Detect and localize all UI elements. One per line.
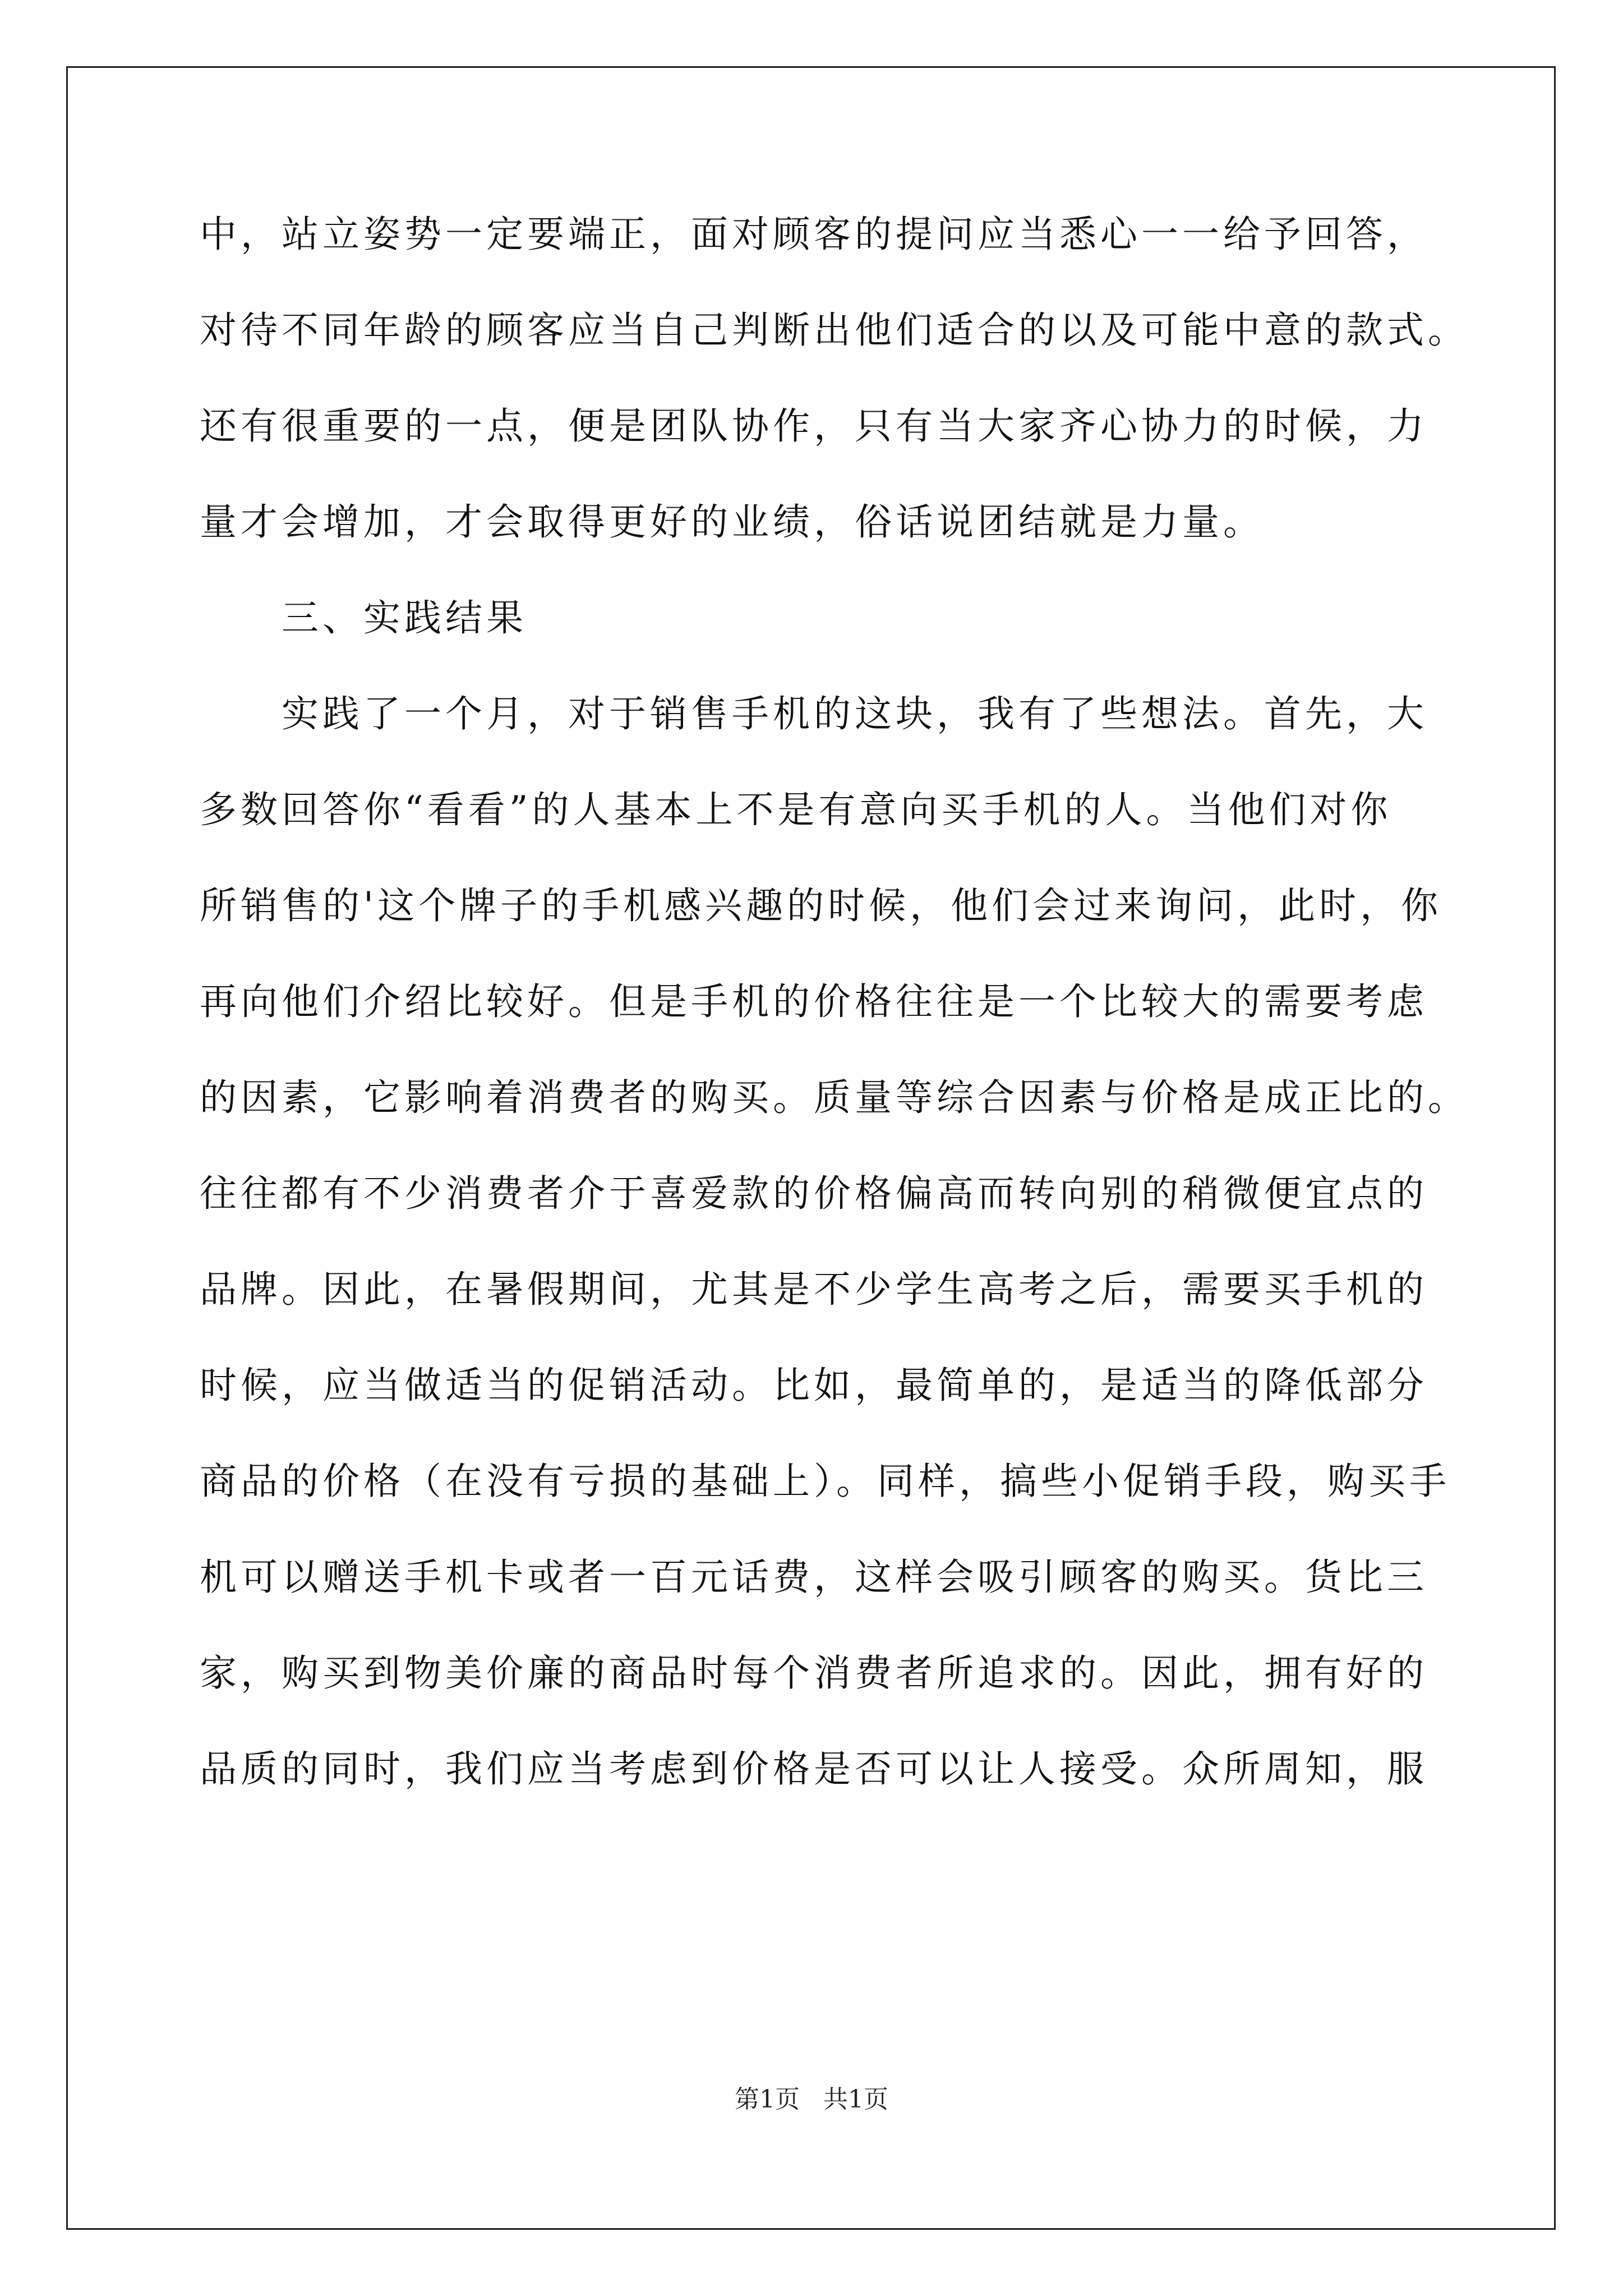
- section-heading: 三、实践结果: [282, 596, 527, 639]
- page-footer: [0, 2084, 1623, 2115]
- text-line: 时候，应当做适当的促销活动。比如，最简单的，是适当的降低部分: [200, 1364, 1428, 1407]
- text-line: 中，站立姿势一定要端正，面对顾客的提问应当悉心一一给予回答，: [200, 213, 1428, 256]
- page-number-current: 第1页: [735, 2085, 800, 2114]
- text-line: 对待不同年龄的顾客应当自己判断出他们适合的以及可能中意的款式。: [200, 309, 1469, 352]
- page-frame: [66, 66, 1556, 2230]
- text-line: 的因素，它影响着消费者的购买。质量等综合因素与价格是成正比的。: [200, 1076, 1469, 1119]
- text-line: 还有很重要的一点，便是团队协作，只有当大家齐心协力的时候，力: [200, 404, 1428, 448]
- text-line: 品质的同时，我们应当考虑到价格是否可以让人接受。众所周知，服: [200, 1747, 1428, 1791]
- text-line: 家，购买到物美价廉的商品时每个消费者所追求的。因此，拥有好的: [200, 1651, 1428, 1695]
- text-line: 再向他们介绍比较好。但是手机的价格往往是一个比较大的需要考虑: [200, 980, 1428, 1023]
- text-line: 往往都有不少消费者介于喜爱款的价格偏高而转向别的稍微便宜点的: [200, 1172, 1428, 1215]
- text-line: 商品的价格（在没有亏损的基础上）。同样，搞些小促销手段，购买手: [200, 1460, 1450, 1503]
- page-number-total: 共1页: [823, 2085, 888, 2114]
- text-line: 品牌。因此，在暑假期间，尤其是不少学生高考之后，需要买手机的: [200, 1268, 1428, 1311]
- text-line: 所销售的'这个牌子的手机感兴趣的时候，他们会过来询问，此时，你: [200, 884, 1442, 927]
- text-line: 量才会增加，才会取得更好的业绩，俗话说团结就是力量。: [200, 500, 1264, 544]
- text-line: 实践了一个月，对于销售手机的这块，我有了些想法。首先，大: [282, 692, 1428, 735]
- text-line: 多数回答你“看看”的人基本上不是有意向买手机的人。当他们对你: [200, 788, 1392, 831]
- text-line: 机可以赠送手机卡或者一百元话费，这样会吸引顾客的购买。货比三: [200, 1556, 1428, 1599]
